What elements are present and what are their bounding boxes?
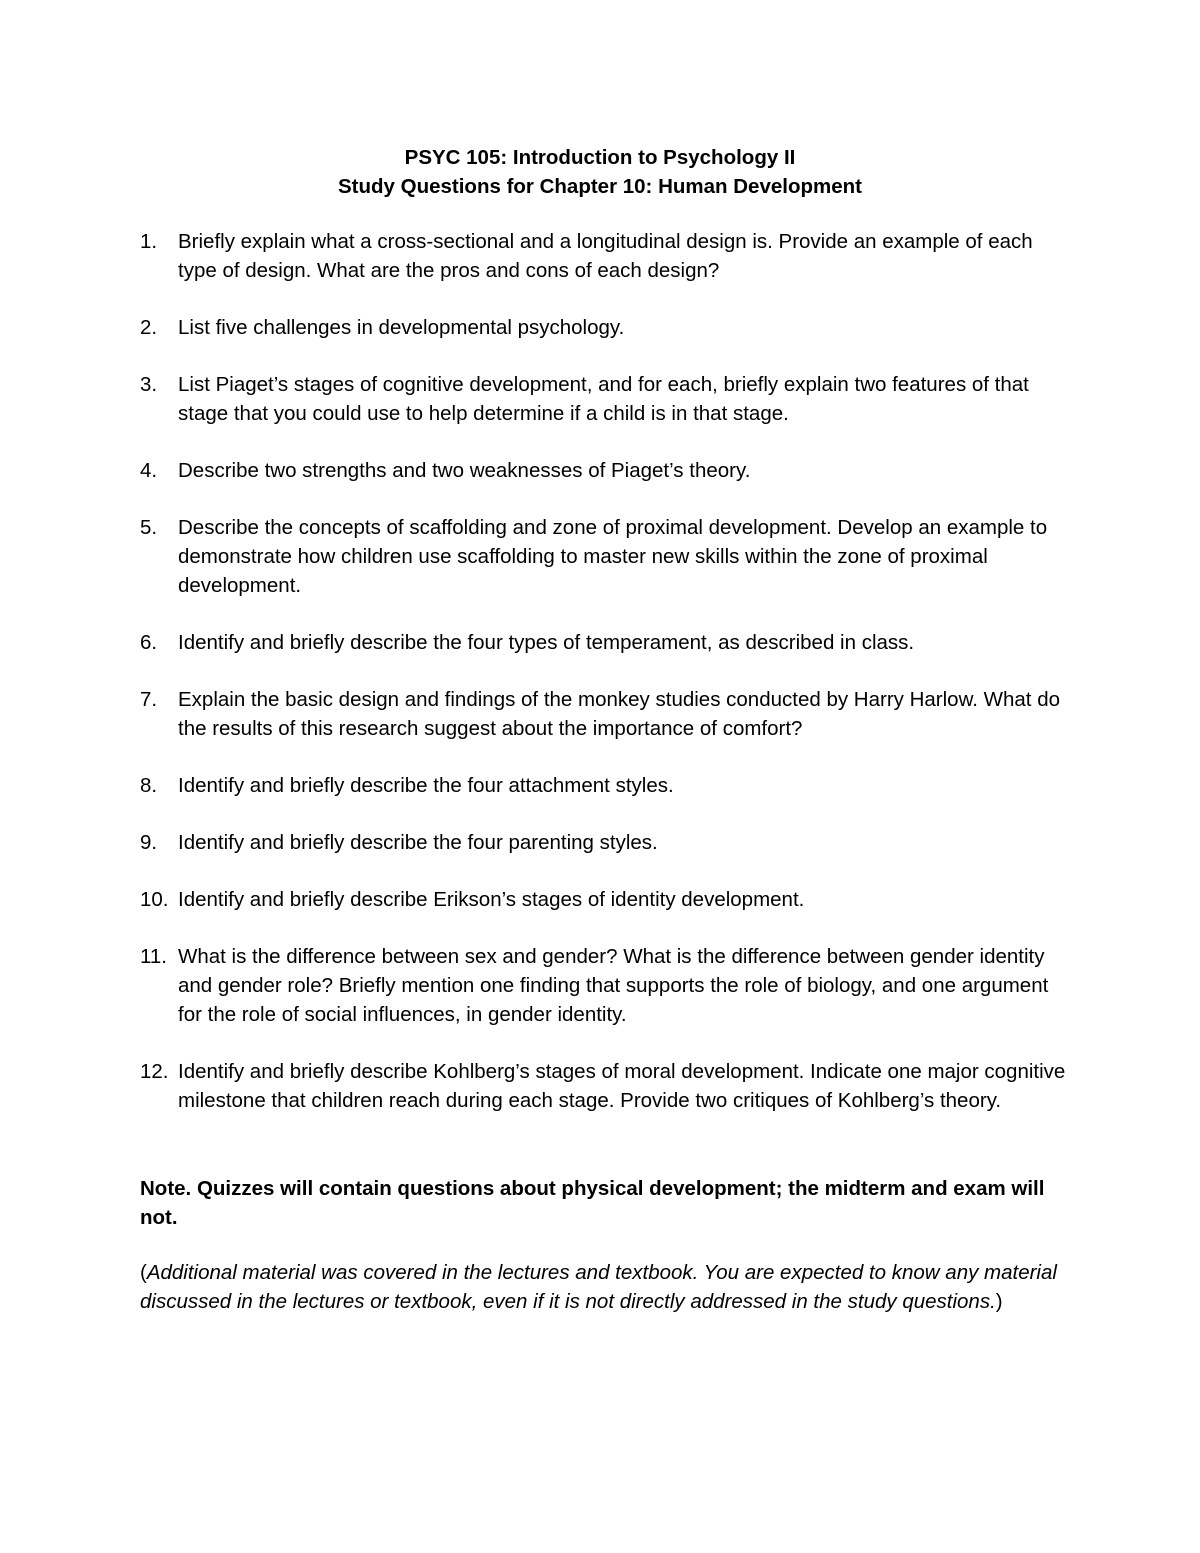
question-text: Identify and briefly describe the four attachment styles. [178,774,674,797]
question-item [140,1057,1070,1115]
note-paragraph: Note. Quizzes will contain questions about physical development; the midterm and exam will not. [140,1177,1045,1229]
question-number: 2. [140,316,158,339]
question-text: Identify and briefly describe the four types of temperament, as described in class. [178,631,915,654]
close-paren: ) [995,1290,1003,1313]
question-number: 5. [140,516,158,539]
question-text: List five challenges in developmental psychology. [178,316,625,339]
question-number: 9. [140,831,158,854]
question-text: What is the difference between sex and gender? What is the difference between gender identity and gender role? Briefly mention one finding that supports the role of biology, and one argument for the role of social influences, in gender identity. [178,945,1049,1026]
question-number: 6. [140,631,158,654]
question-text: Describe the concepts of scaffolding and zone of proximal development. Develop an example to demonstrate how children use scaffolding to master new skills within the zone of proximal development. [178,516,1048,597]
question-text: Explain the basic design and findings of the monkey studies conducted by Harry Harlow. What do the results of this research suggest about the importance of comfort? [178,688,1060,740]
question-number: 10. [140,888,169,911]
question-item [140,456,1070,485]
question-number: 7. [140,688,158,711]
additional-material-paragraph [140,1258,1070,1316]
question-item [140,513,1070,600]
question-text: Identify and briefly describe Kohlberg’s stages of moral development. Indicate one major cognitive milestone that children reach during each stage. Provide two critiques of Kohlberg’s theory. [178,1060,1066,1112]
question-text: List Piaget’s stages of cognitive development, and for each, briefly explain two features of that stage that you could use to help determine if a child is in that stage. [178,373,1029,425]
question-number: 11. [140,945,167,968]
question-item [140,685,1070,743]
additional-material-text: Additional material was covered in the lectures and textbook. You are expected to know any material discussed in the lectures or textbook, even if it is not directly addressed in the study questions. [140,1261,1057,1313]
document-header [0,143,1200,201]
question-item [140,771,1070,800]
question-text: Identify and briefly describe the four parenting styles. [178,831,658,854]
question-item [140,227,1070,285]
question-item [140,828,1070,857]
open-paren: ( [140,1261,147,1284]
question-number: 3. [140,373,158,396]
question-number: 1. [140,230,158,253]
question-text: Describe two strengths and two weaknesses of Piaget’s theory. [178,459,751,482]
course-title: PSYC 105: Introduction to Psychology II [404,146,796,169]
question-number: 8. [140,774,158,797]
question-item [140,370,1070,428]
study-questions-list [140,227,1070,1143]
question-text: Identify and briefly describe Erikson’s stages of identity development. [178,888,805,911]
question-number: 12. [140,1060,169,1083]
question-text: Briefly explain what a cross-sectional and a longitudinal design is. Provide an example of each type of design. What are the pros and cons of each design? [178,230,1033,282]
question-item [140,313,1070,342]
question-item [140,885,1070,914]
question-item [140,942,1070,1029]
question-number: 4. [140,459,158,482]
chapter-title: Study Questions for Chapter 10: Human Development [338,175,862,198]
question-item [140,628,1070,657]
